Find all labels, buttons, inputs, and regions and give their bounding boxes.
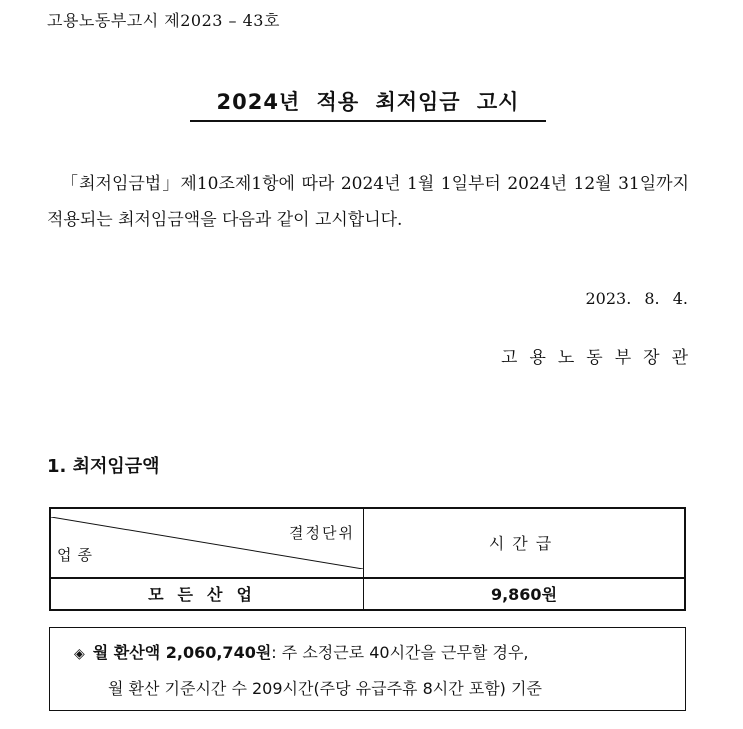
hourly-wage-header: 시간급: [364, 508, 686, 578]
corner-label-industry: 업종: [57, 545, 98, 564]
section-heading-minimum-wage: 1. 최저임금액: [47, 456, 160, 477]
table-header-row: [50, 508, 685, 578]
monthly-conversion-note: [49, 627, 686, 711]
note-line-1: [74, 640, 529, 663]
corner-label-unit: 결정단위: [289, 523, 355, 542]
note-line-2: 월 환산 기준시간 수 209시간(주당 유급주휴 8시간 포함) 기준: [108, 679, 542, 698]
minimum-wage-table: [49, 507, 686, 611]
title-underline-block: [190, 86, 546, 122]
document-title: 2024년 적용 최저임금 고시: [216, 90, 520, 114]
table-row: [50, 578, 685, 610]
industry-cell: 모든산업: [50, 578, 364, 610]
diamond-bullet-icon: ◈: [74, 646, 85, 662]
header-corner-cell: [50, 508, 364, 578]
note-line-1-rest: : 주 소정근로 40시간을 근무할 경우,: [271, 643, 529, 662]
notice-number: 고용노동부고시 제2023 – 43호: [47, 11, 280, 30]
notice-date: 2023. 8. 4.: [585, 289, 688, 308]
hourly-wage-amount: 9,860원: [364, 578, 686, 610]
body-paragraph: 「최저임금법」제10조제1항에 따라 2024년 1월 1일부터 2024년 12월 31일까지 적용되는 최저임금액을 다음과 같이 고시합니다.: [47, 174, 689, 230]
signer-name: 고용노동부장관: [501, 348, 700, 368]
monthly-amount: 월 환산액 2,060,740원: [92, 643, 272, 662]
